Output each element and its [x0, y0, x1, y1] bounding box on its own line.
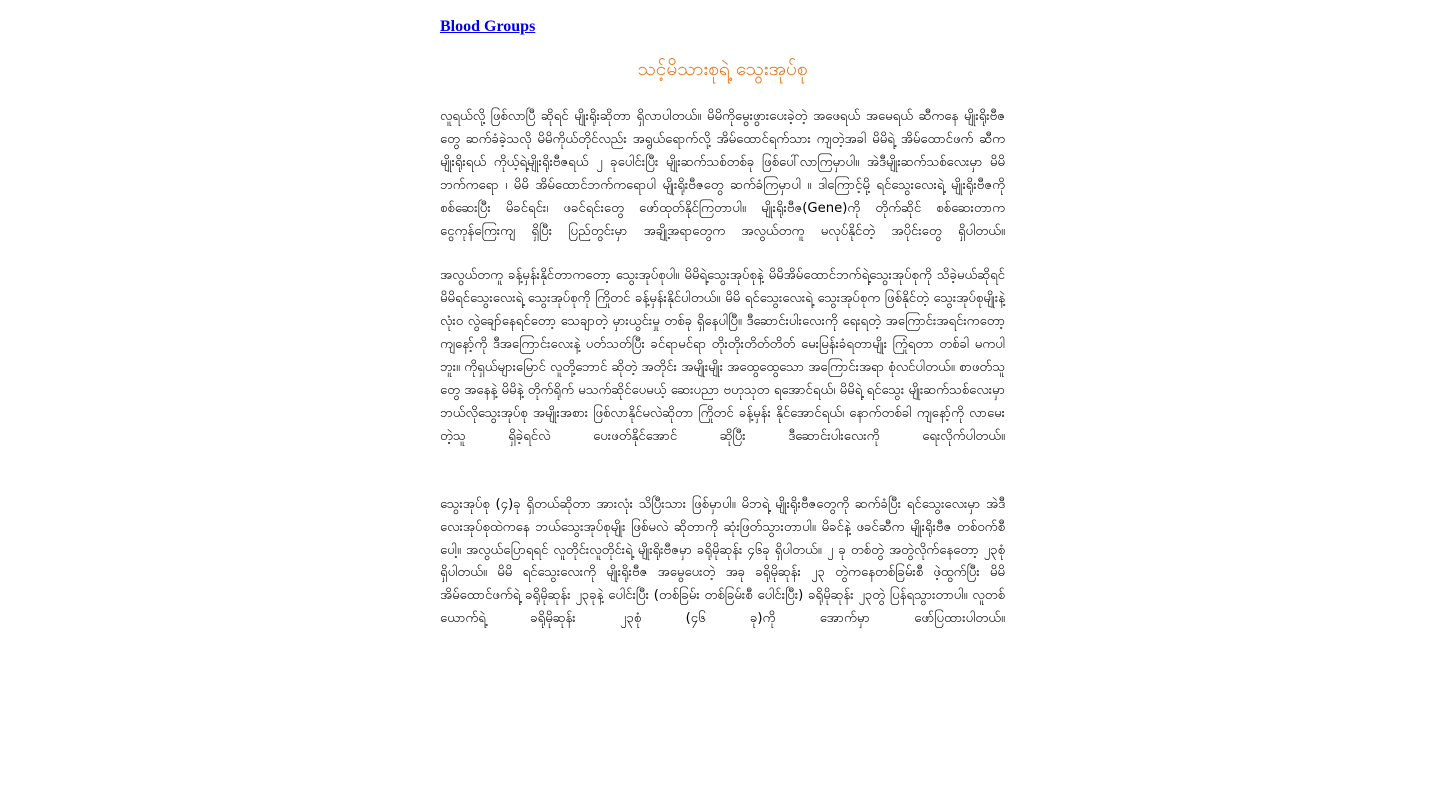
article-paragraph-1: လူရယ်လို့ ဖြစ်လာပြီ ဆိုရင် မျိုးရိုးဆိုတာ ရှိလာပါတယ်။ မိမိကိုမွေးဖွားပေးခဲ့တဲ့ အဖေရယ် အမေရယ် ဆီကနေ မျိုးရိုးဗီဇတွေ ဆက်ခံခဲ့သလို မိမိကိုယ်တိုင်လည်း အရွယ်ရောက်လို့ အိမ်ထောင်ရက်သား ကျတဲ့အခါ မိမိရဲ့ အိမ်ထောင်ဖက် ဆီက မျိုးရိုးရယ် ကိုယ့်ရဲ့မျိုးရိုးဗီဇရယ် ၂ ခုပေါင်းပြီး မျိုးဆက်သစ်တစ်ခု ဖြစ်ပေါ်လာကြမှာပါ။ အဲဒီမျိုးဆက်သစ်လေးမှာ မိမိဘက်ကရော ၊ မိမိ အိမ်ထောင်ဘက်ကရောပါ မျိုးရိုးဗီဇတွေ ဆက်ခံကြမှာပါ ။ ဒါကြောင့်မို့ ရင်သွေးလေးရဲ့ မျိုးရိုးဗီဇကို စစ်ဆေးပြီး မိခင်ရင်း၊ ဖခင်ရင်းတွေ ဖော်ထုတ်နိုင်ကြတာပါ။ မျိုးရိုးဗီဇ(Gene)ကို တိုက်ဆိုင် စစ်ဆေးတာက ငွေကုန်ကြေးကျ ရှိပြီး ပြည်တွင်းမှာ အချို့အရာတွေက အလွယ်တကူ မလုပ်နိုင်တဲ့ အပိုင်းတွေ ရှိပါတယ်။	[440, 109, 1005, 239]
article-paragraph-3: သွေးအုပ်စု (၄)ခု ရှိတယ်ဆိုတာ အားလုံး သိပြီးသား ဖြစ်မှာပါ။ မိဘရဲ့ မျိုးရိုးဗီဇတွေကို ဆက်ခံပြီး ရင်သွေးလေးမှာ အဲဒီ လေးအုပ်စုထဲကနေ ဘယ်သွေးအုပ်စုမျိုး ဖြစ်မလဲ ဆိုတာကို ဆုံးဖြတ်သွားတာပါ။ မိခင်နဲ့ ဖခင်ဆီက မျိုးရိုးဗီဇ တစ်ဝက်စီပေါ့။ အလွယ်ပြောရရင် လူတိုင်းလူတိုင်းရဲ့ မျိုးရိုးဗီဇမှာ ခရိုမိုဆုန်း ၄၆ခု ရှိပါတယ်။ ၂ ခု တစ်တွဲ အတွဲလိုက်နေတော့ ၂၃စုံ ရှိပါတယ်။ မိမိ ရင်သွေးလေးကို မျိုးရိုးဗီဇ အမွေပေးတဲ့ အခု ခရိုမိုဆုန်း ၂၃ တွဲကနေတစ်ခြမ်းစီ ဖဲ့ထွက်ပြီး မိမိအိမ်ထောင်ဖက်ရဲ့ ခရိုမိုဆုန်း ၂၃ခုနဲ့ ပေါင်းပြီး (တစ်ခြမ်း တစ်ခြမ်းစီ ပေါင်းပြီး) ခရိုမိုဆုန်း ၂၃တွဲ ပြန်ရသွားတာပါ။ လူတစ်ယောက်ရဲ့ ခရိုမိုဆုန်း ၂၃စုံ (၄၆ ခု)ကို အောက်မှာ ဖော်ပြထားပါတယ်။	[440, 496, 1005, 627]
article-paragraph-2: အလွယ်တကူ ခန့်မှန်းနိုင်တာကတော့ သွေးအုပ်စုပါ။ မိမိရဲ့သွေးအုပ်စုနဲ့ မိမိအိမ်ထောင်ဘက်ရဲ့သွေးအုပ်စုကို သိခဲ့မယ်ဆိုရင် မိမိရင်သွေးလေးရဲ့ သွေးအုပ်စုကို ကြိုတင် ခန့်မှန်းနိုင်ပါတယ်။ မိမိ ရင်သွေးလေးရဲ့ သွေးအုပ်စုက ဖြစ်နိုင်တဲ့ သွေးအုပ်စုမျိုးနဲ့ လုံးဝ လွဲချော်နေရင်တော့ သေချာတဲ့ မှားယွင်းမှု တစ်ခု ရှိနေပါပြီ။ ဒီဆောင်းပါးလေးကို ရေးရတဲ့ အကြောင်းအရင်းကတော့ ကျနော့်ကို ဒီအကြောင်းလေးနဲ့ ပတ်သတ်ပြီး ခင်ရာမင်ရာ တိုးတိုးတိတ်တိတ် မေးမြန်းခံရတာမျိုး ကြုံရတာ တစ်ခါ မကပါဘူး။ ကိုရှယ်များမြောင် လူတို့ဘောင် ဆိုတဲ့ အတိုင်း အမျိုးမျိုး အထွေထွေသော အကြောင်းအရာ စုံလင်ပါတယ်။ စာဖတ်သူတွေ အနေနဲ့ မိမိနဲ့ တိုက်ရိုက် မသက်ဆိုင်ပေမယ့် ဆေးပညာ ဗဟုသုတ ရအောင်ရယ်၊ မိမိရဲ့ ရင်သွေး မျိုးဆက်သစ်လေးမှာ ဘယ်လိုသွေးအုပ်စု အမျိုးအစား ဖြစ်လာနိုင်မလဲဆိုတာ ကြိုတင် ခန့်မှန်း နိုင်အောင်ရယ်၊ နောက်တစ်ခါ ကျနော့်ကို လာမေးတဲ့သူ ရှိခဲ့ရင်လဲ ပေးဖတ်နိုင်အောင် ဆိုပြီး ဒီဆောင်းပါးလေးကို ရေးလိုက်ပါတယ်။	[440, 268, 1005, 444]
page-title: သင့်မိသားစုရဲ့ သွေးအုပ်စု	[637, 58, 808, 80]
blood-groups-link[interactable]: Blood Groups	[440, 18, 536, 35]
article-container	[440, 16, 1005, 631]
